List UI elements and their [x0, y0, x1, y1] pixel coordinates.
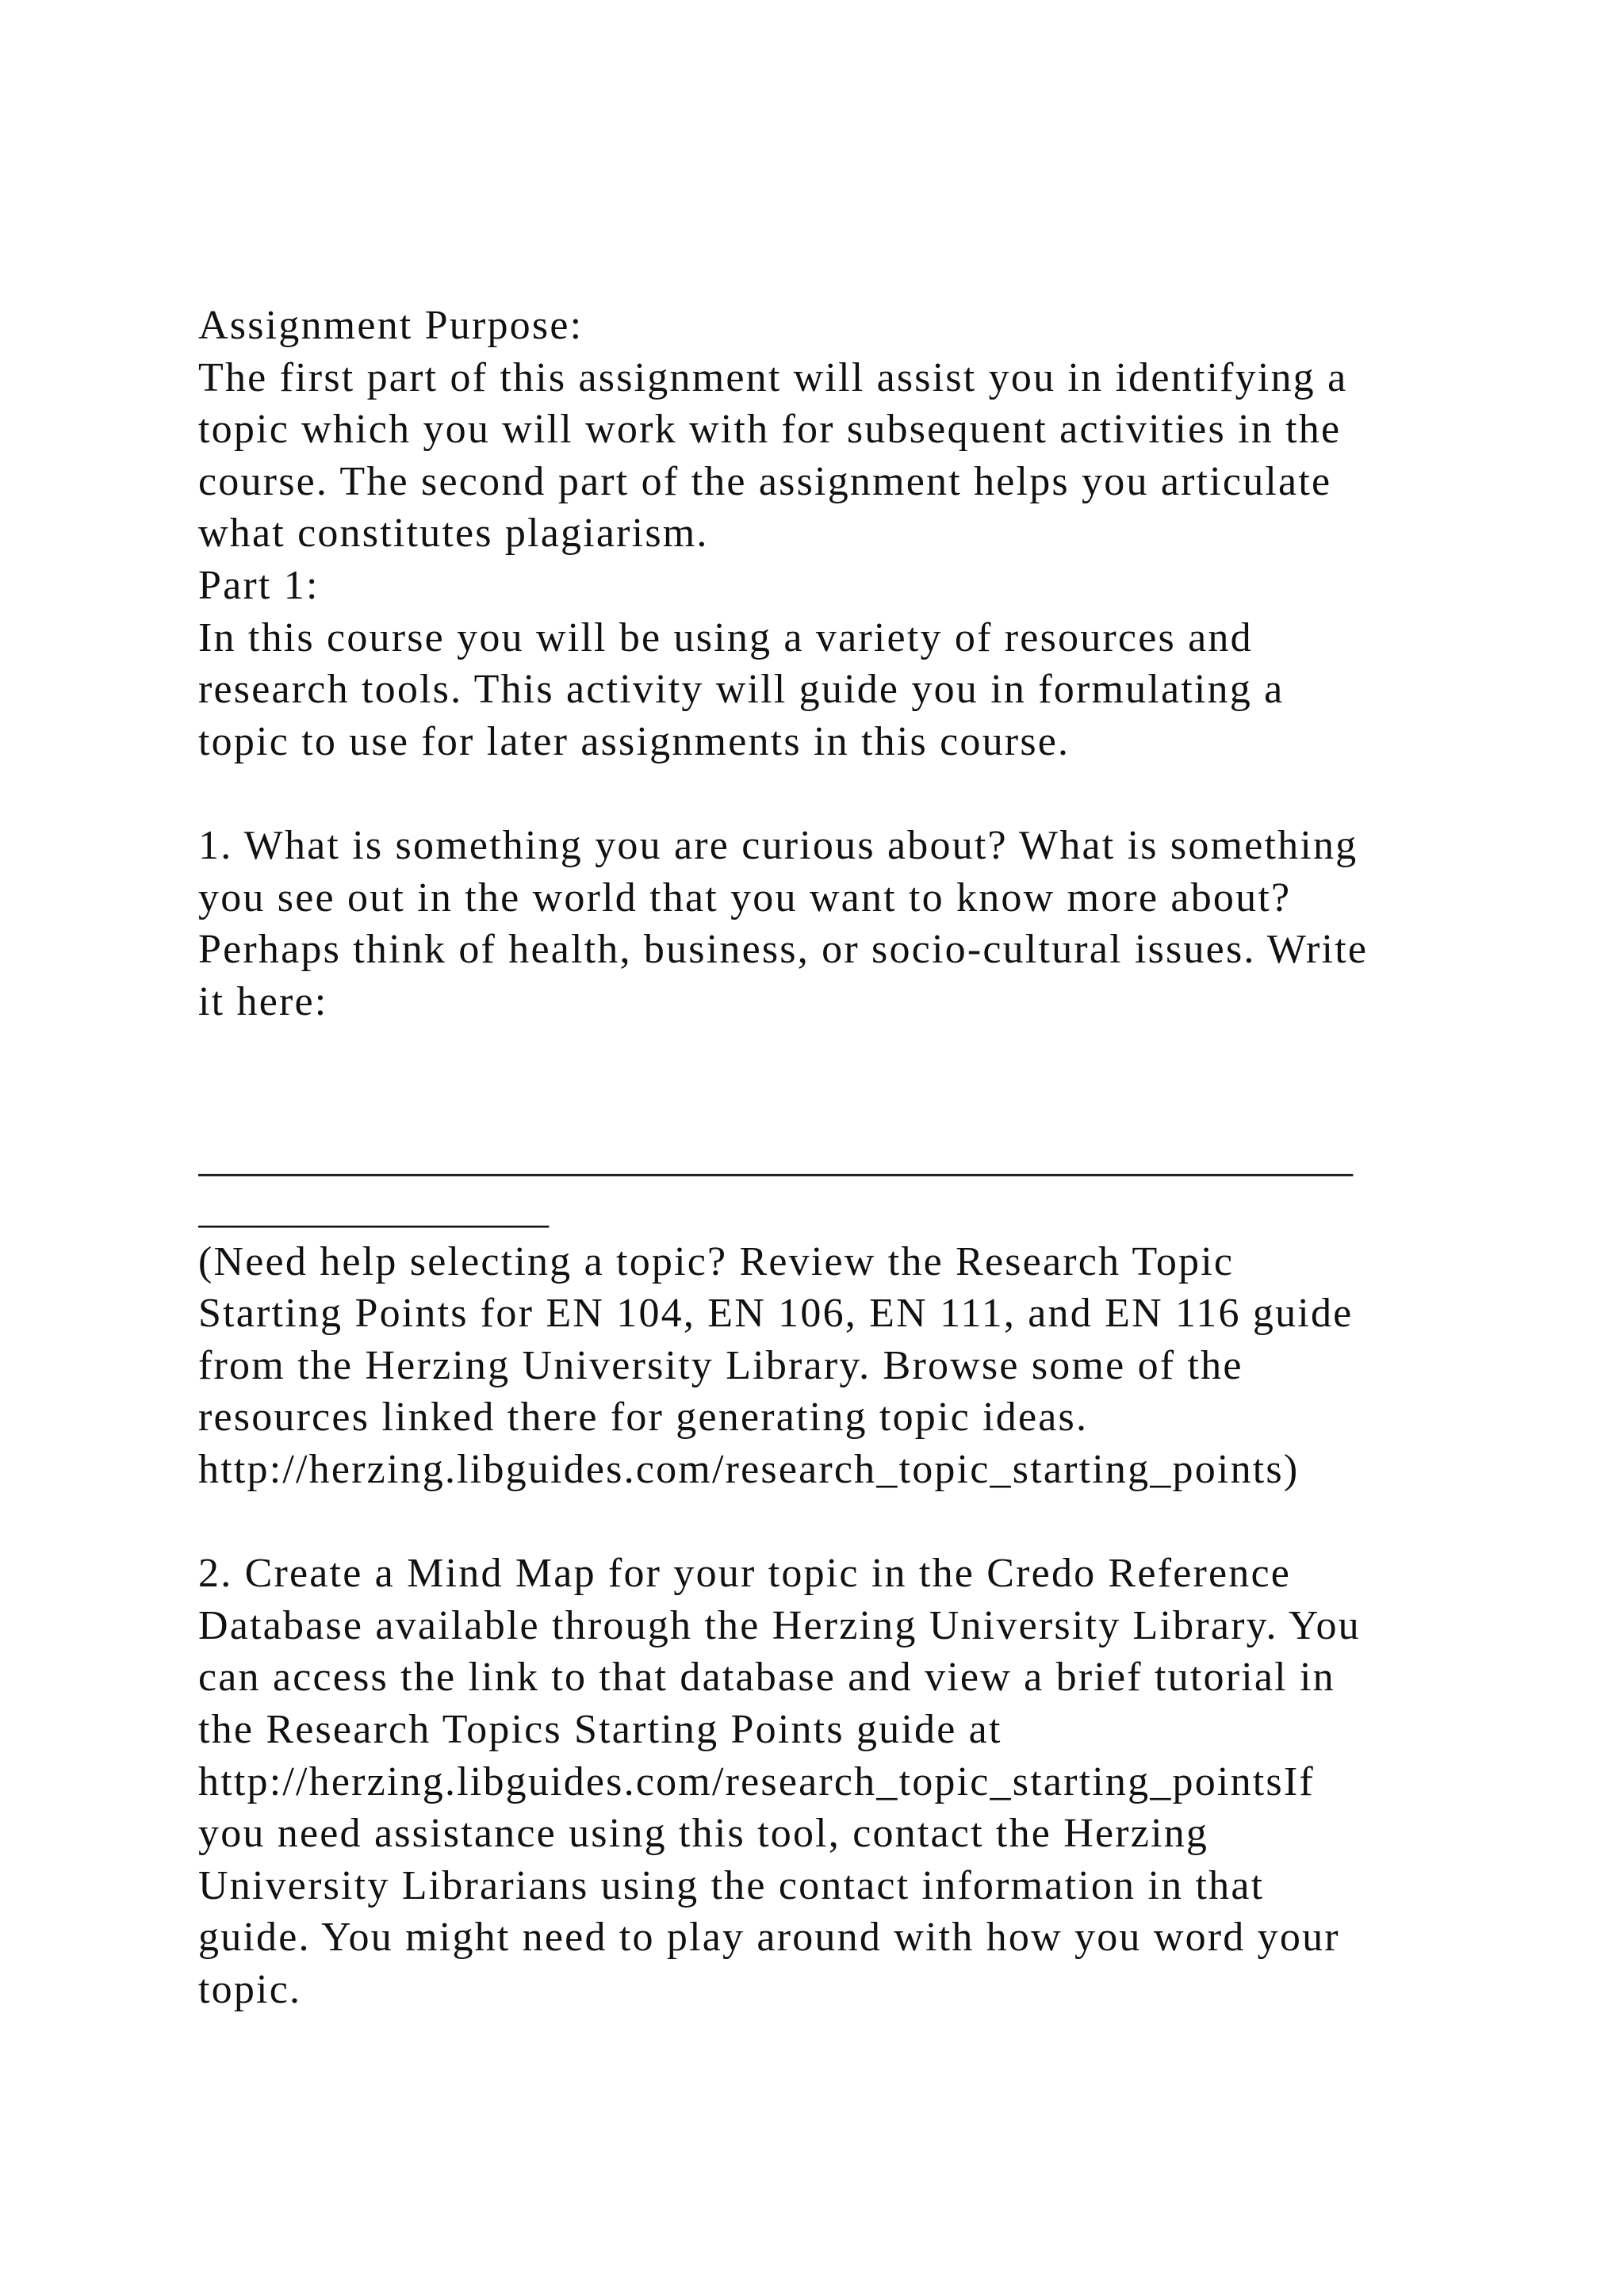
- question2-line: the Research Topics Starting Points guide at: [198, 1707, 1002, 1753]
- question2-line: you need assistance using this tool, contact the Herzing: [198, 1811, 1209, 1857]
- question2-line: Database available through the Herzing University Library. You: [198, 1602, 1361, 1648]
- purpose-line: what constitutes plagiarism.: [198, 511, 709, 557]
- part1-line: research tools. This activity will guide you in formulating a: [198, 667, 1285, 713]
- help-line: from the Herzing University Library. Browse some of the: [198, 1342, 1243, 1388]
- assignment-purpose-heading: Assignment Purpose:: [198, 303, 584, 348]
- question2-line: can access the link to that database and view a brief tutorial in: [198, 1655, 1335, 1701]
- question2-line: topic.: [198, 1967, 302, 2012]
- answer-rule: _________________: [198, 1187, 549, 1233]
- part1-line: In this course you will be using a variety of resources and: [198, 614, 1253, 660]
- question2-line: University Librarians using the contact information in that: [198, 1862, 1265, 1908]
- help-url-line: http://herzing.libguides.com/research_topic_starting_points): [198, 1447, 1300, 1493]
- question2-url-line: http://herzing.libguides.com/research_topic_starting_pointsIf: [198, 1758, 1315, 1804]
- help-line: Starting Points for EN 104, EN 106, EN 111, and EN 116 guide: [198, 1291, 1354, 1337]
- help-line: (Need help selecting a topic? Review the Research Topic: [198, 1238, 1235, 1284]
- help-line: resources linked there for generating topic ideas.: [198, 1395, 1089, 1441]
- question1-line: Perhaps think of health, business, or socio-cultural issues. Write: [198, 927, 1369, 973]
- question1-line: it here:: [198, 978, 328, 1024]
- question2-line: guide. You might need to play around with how you word your: [198, 1915, 1340, 1961]
- answer-rule: ________________________________________________________: [198, 1135, 1353, 1181]
- spacer: [198, 1496, 1546, 1548]
- question1-line: 1. What is something you are curious about? What is something: [198, 822, 1358, 868]
- part1-line: topic to use for later assignments in this course.: [198, 718, 1071, 764]
- part1-heading: Part 1:: [198, 562, 320, 608]
- spacer: [198, 767, 1546, 820]
- purpose-line: topic which you will work with for subsequent activities in the: [198, 407, 1342, 453]
- document-body: [198, 300, 1546, 2016]
- purpose-line: course. The second part of the assignment helps you articulate: [198, 458, 1332, 504]
- question1-line: you see out in the world that you want to know more about?: [198, 874, 1292, 920]
- question2-line: 2. Create a Mind Map for your topic in the Credo Reference: [198, 1551, 1292, 1597]
- spacer: [198, 1027, 1546, 1131]
- purpose-line: The first part of this assignment will assist you in identifying a: [198, 354, 1348, 400]
